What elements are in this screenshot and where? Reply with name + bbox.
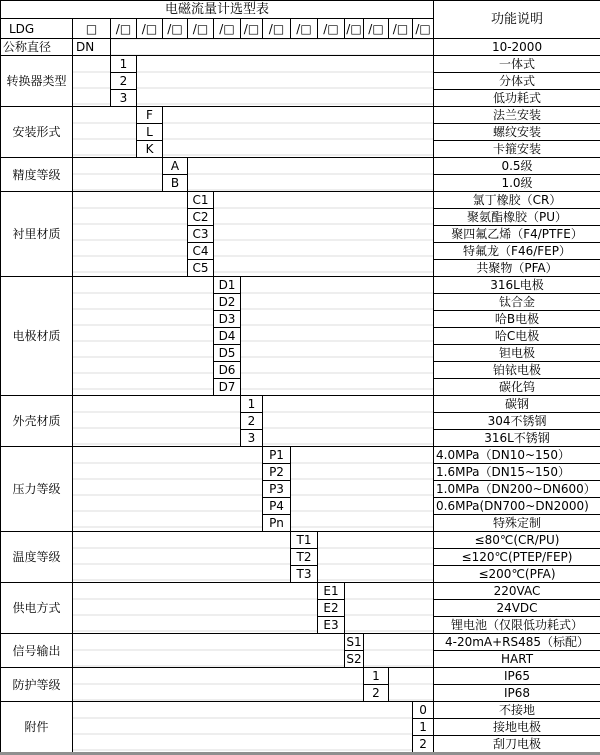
code-cell: L	[137, 124, 163, 141]
section-label-temperature: 温度等级	[1, 532, 73, 583]
desc-cell: 碳化钨	[434, 379, 600, 396]
desc-cell: 刮刀电极	[434, 736, 600, 754]
desc-cell: 220VAC	[434, 583, 600, 600]
code-cell: 3	[111, 90, 137, 107]
spacer-cell	[111, 39, 434, 56]
code-cell: 2	[241, 413, 263, 430]
spacer-cell	[73, 56, 111, 107]
spacer-cell	[389, 668, 434, 702]
spacer-cell	[73, 447, 263, 532]
table-title: 电磁流量计选型表	[1, 1, 434, 19]
code-cell: 3	[241, 430, 263, 447]
desc-cell: 一体式	[434, 56, 600, 73]
code-slot-cell: /□	[263, 19, 291, 39]
desc-cell: 0.6MPa(DN700~DN2000)	[434, 498, 600, 515]
spacer-cell	[73, 634, 345, 668]
code-slot-cell: /□	[137, 19, 163, 39]
desc-cell: 氯丁橡胶（CR）	[434, 192, 600, 209]
desc-cell: 钽电极	[434, 345, 600, 362]
function-column-header: 功能说明	[434, 1, 600, 39]
spacer-cell	[73, 396, 241, 447]
desc-cell: 10-2000	[434, 39, 600, 56]
section-label-electrode: 电极材质	[1, 277, 73, 396]
code-cell: 0	[413, 702, 434, 719]
section-label-diameter: 公称直径	[1, 39, 73, 56]
desc-cell: 卡箍安装	[434, 141, 600, 158]
desc-cell: 4.0MPa（DN10~150）	[434, 447, 600, 464]
desc-cell: 哈B电极	[434, 311, 600, 328]
spacer-cell	[263, 396, 434, 447]
code-cell: T1	[291, 532, 318, 549]
desc-cell: 聚四氟乙烯（F4/PTFE）	[434, 226, 600, 243]
desc-cell: 分体式	[434, 73, 600, 90]
desc-cell: 1.6MPa（DN15~150）	[434, 464, 600, 481]
code-cell: C2	[188, 209, 214, 226]
spacer-cell	[318, 532, 434, 583]
code-slot-cell: /□	[214, 19, 241, 39]
code-cell: 1	[241, 396, 263, 413]
spacer-cell	[137, 56, 434, 107]
section-label-converter-type: 转换器类型	[1, 56, 73, 107]
spacer-cell	[188, 158, 434, 192]
code-cell: 2	[413, 736, 434, 754]
code-cell: C4	[188, 243, 214, 260]
section-label-pressure: 压力等级	[1, 447, 73, 532]
code-cell: 1	[111, 56, 137, 73]
code-slot-cell: /□	[345, 19, 364, 39]
code-cell: S2	[346, 652, 362, 666]
spacer-cell	[73, 668, 364, 702]
section-label-liner: 衬里材质	[1, 192, 73, 277]
desc-cell: 特殊定制	[434, 515, 600, 532]
desc-cell: 不接地	[434, 702, 600, 719]
section-label-accessories: 附件	[1, 702, 73, 754]
section-label-protection: 防护等级	[1, 668, 73, 702]
desc-cell: 1.0MPa（DN200~DN600）	[434, 481, 600, 498]
desc-cell: 法兰安装	[434, 107, 600, 124]
section-label-signal-output: 信号输出	[1, 634, 73, 668]
desc-cell: 316L不锈钢	[434, 430, 600, 447]
code-slot-cell: /□	[389, 19, 413, 39]
desc-cell: 24VDC	[434, 600, 600, 617]
code-cell: C5	[188, 260, 214, 277]
desc-cell: 特氟龙（F46/FEP）	[434, 243, 600, 260]
section-label-accuracy: 精度等级	[1, 158, 73, 192]
code-cell: K	[137, 141, 163, 158]
desc-cell: ≤200℃(PFA)	[434, 566, 600, 583]
model-prefix-cell: LDG	[1, 19, 73, 39]
code-cell: P3	[263, 481, 291, 498]
code-cell: A	[163, 158, 188, 175]
code-slot-cell: /□	[163, 19, 188, 39]
code-cell: E1	[318, 583, 345, 600]
desc-cell: 4-20mA+RS485（标配）	[434, 634, 600, 651]
code-cell: S1	[346, 635, 362, 649]
section-label-housing: 外壳材质	[1, 396, 73, 447]
code-cell: D1	[214, 277, 241, 294]
spacer-cell	[73, 158, 163, 192]
code-cell: 2	[111, 73, 137, 90]
spacer-cell	[73, 702, 413, 754]
code-cell: D2	[214, 294, 241, 311]
code-cell: E2	[318, 600, 345, 617]
spacer-cell	[241, 277, 434, 396]
code-cell: C1	[188, 192, 214, 209]
desc-cell: IP65	[434, 668, 600, 685]
desc-cell: HART	[434, 651, 600, 668]
code-cell: 1	[364, 668, 389, 685]
code-slot-cell: /□	[318, 19, 345, 39]
desc-cell: 聚氨酯橡胶（PU）	[434, 209, 600, 226]
desc-cell: ≤80℃(CR/PU)	[434, 532, 600, 549]
code-cell: E3	[318, 617, 345, 634]
spacer-cell	[345, 583, 434, 634]
desc-cell: IP68	[434, 685, 600, 702]
desc-cell: 螺纹安装	[434, 124, 600, 141]
desc-cell: 低功耗式	[434, 90, 600, 107]
code-cell: DN	[73, 39, 111, 56]
desc-cell: 304不锈钢	[434, 413, 600, 430]
code-cell: D6	[214, 362, 241, 379]
code-cell: T2	[291, 549, 318, 566]
code-slot-cell: /□	[111, 19, 137, 39]
desc-cell: 0.5级	[434, 158, 600, 175]
code-cell: B	[163, 175, 188, 192]
code-cell: 1	[413, 719, 434, 736]
code-box-cell: □	[73, 19, 111, 39]
code-cell: D5	[214, 345, 241, 362]
spacer-cell	[291, 447, 434, 532]
desc-cell: 1.0级	[434, 175, 600, 192]
code-slot-cell: /□	[413, 19, 434, 39]
desc-cell: 铂铱电极	[434, 362, 600, 379]
section-label-power-supply: 供电方式	[1, 583, 73, 634]
spacer-cell	[163, 107, 434, 158]
spacer-cell	[73, 192, 188, 277]
code-slot-cell: /□	[241, 19, 263, 39]
spacer-cell	[73, 583, 318, 634]
code-slot-cell: /□	[364, 19, 389, 39]
spacer-cell	[364, 634, 434, 668]
code-cell: D3	[214, 311, 241, 328]
desc-cell: ≤120℃(PTEP/FEP)	[434, 549, 600, 566]
code-slot-cell: /□	[291, 19, 318, 39]
code-cell: P2	[263, 464, 291, 481]
code-cell: Pn	[263, 515, 291, 532]
spacer-cell	[73, 107, 137, 158]
code-cell: P1	[263, 447, 291, 464]
desc-cell: 316L电极	[434, 277, 600, 294]
code-cell: C3	[188, 226, 214, 243]
desc-cell: 哈C电极	[434, 328, 600, 345]
spacer-cell	[214, 192, 434, 277]
code-slot-cell: /□	[188, 19, 214, 39]
code-cell: D4	[214, 328, 241, 345]
code-cell: D7	[214, 379, 241, 396]
spacer-cell	[73, 277, 214, 396]
desc-cell: 接地电极	[434, 719, 600, 736]
desc-cell: 碳钢	[434, 396, 600, 413]
code-cell: P4	[263, 498, 291, 515]
code-cell: 2	[364, 685, 389, 702]
desc-cell: 锂电池（仅限低功耗式）	[434, 617, 600, 634]
code-cell: F	[137, 107, 163, 124]
desc-cell: 钛合金	[434, 294, 600, 311]
spacer-cell	[73, 532, 291, 583]
desc-cell: 共聚物（PFA）	[434, 260, 600, 277]
section-label-mounting: 安装形式	[1, 107, 73, 158]
code-cell: T3	[291, 566, 318, 583]
